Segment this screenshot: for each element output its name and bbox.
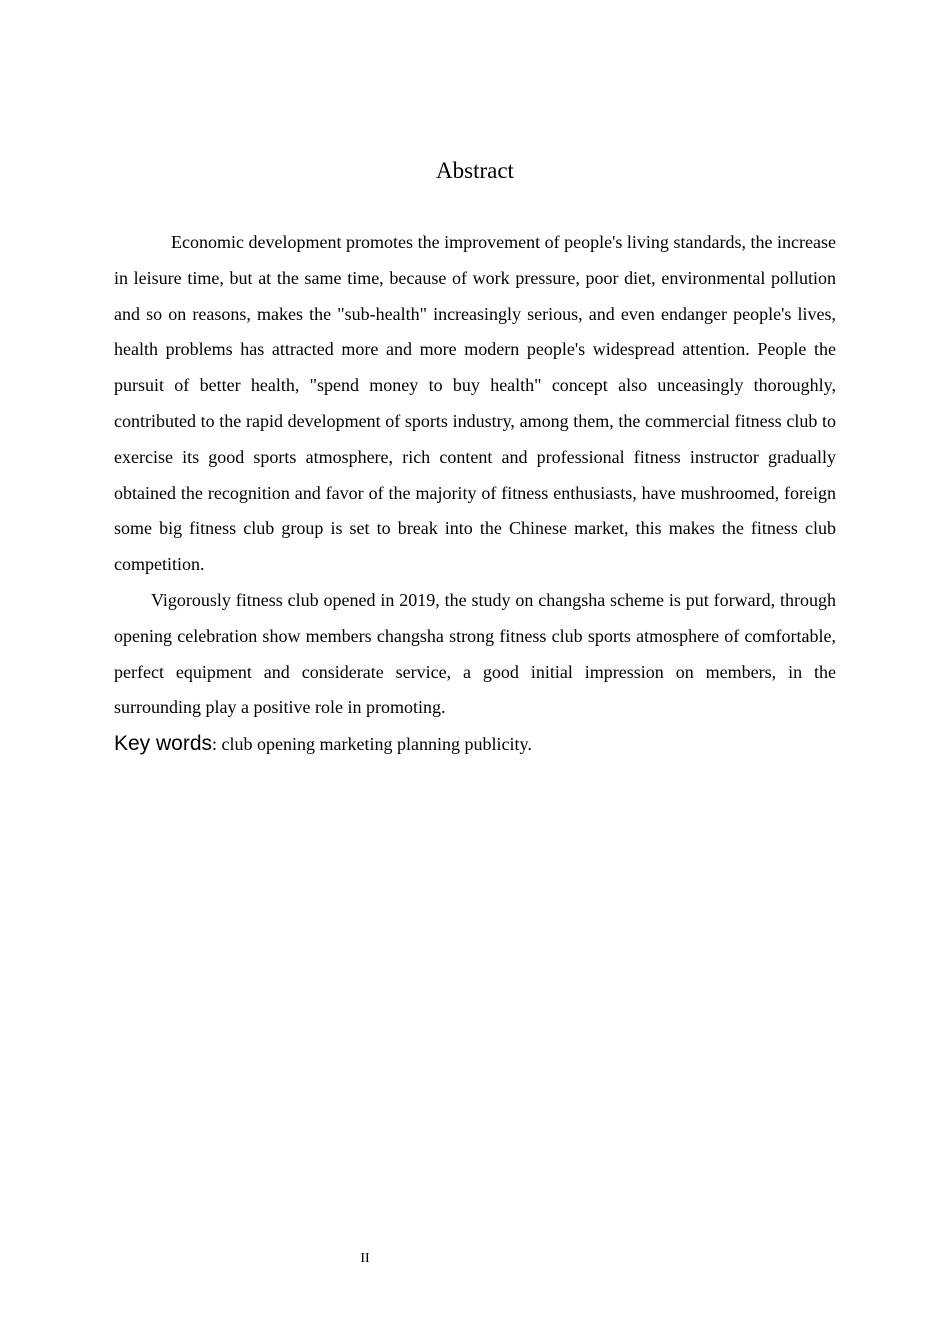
keywords-text: : club opening marketing planning publicity. xyxy=(212,734,532,755)
abstract-paragraph-1: Economic development promotes the improvement of people's living standards, the increase in leisure time, but at the same time, because of work pressure, poor diet, environmental pollution and so on reasons, makes the "sub-health" increasingly serious, and even endanger people's lives, health problems has attracted more and more modern people's widespread attention. People the pursuit of better health, "spend money to buy health" concept also unceasingly thoroughly, contributed to the rapid development of sports industry, among them, the commercial fitness club to exercise its good sports atmosphere, rich content and professional fitness instructor gradually obtained the recognition and favor of the majority of fitness enthusiasts, have mushroomed, foreign some big fitness club group is set to break into the Chinese market, this makes the fitness club competition. xyxy=(114,232,836,575)
page-number: II xyxy=(360,1251,370,1266)
abstract-paragraph-2: Vigorously fitness club opened in 2019, the study on changsha scheme is put forward, through opening celebration show members changsha strong fitness club sports atmosphere of comfortable, perfect equipment and considerate service, a good initial impression on members, in the surrounding play a positive role in promoting. xyxy=(114,589,836,718)
keywords-line xyxy=(114,726,836,762)
abstract-body xyxy=(114,225,836,762)
keywords-label: Key words xyxy=(114,732,213,756)
abstract-title: Abstract xyxy=(436,158,514,183)
